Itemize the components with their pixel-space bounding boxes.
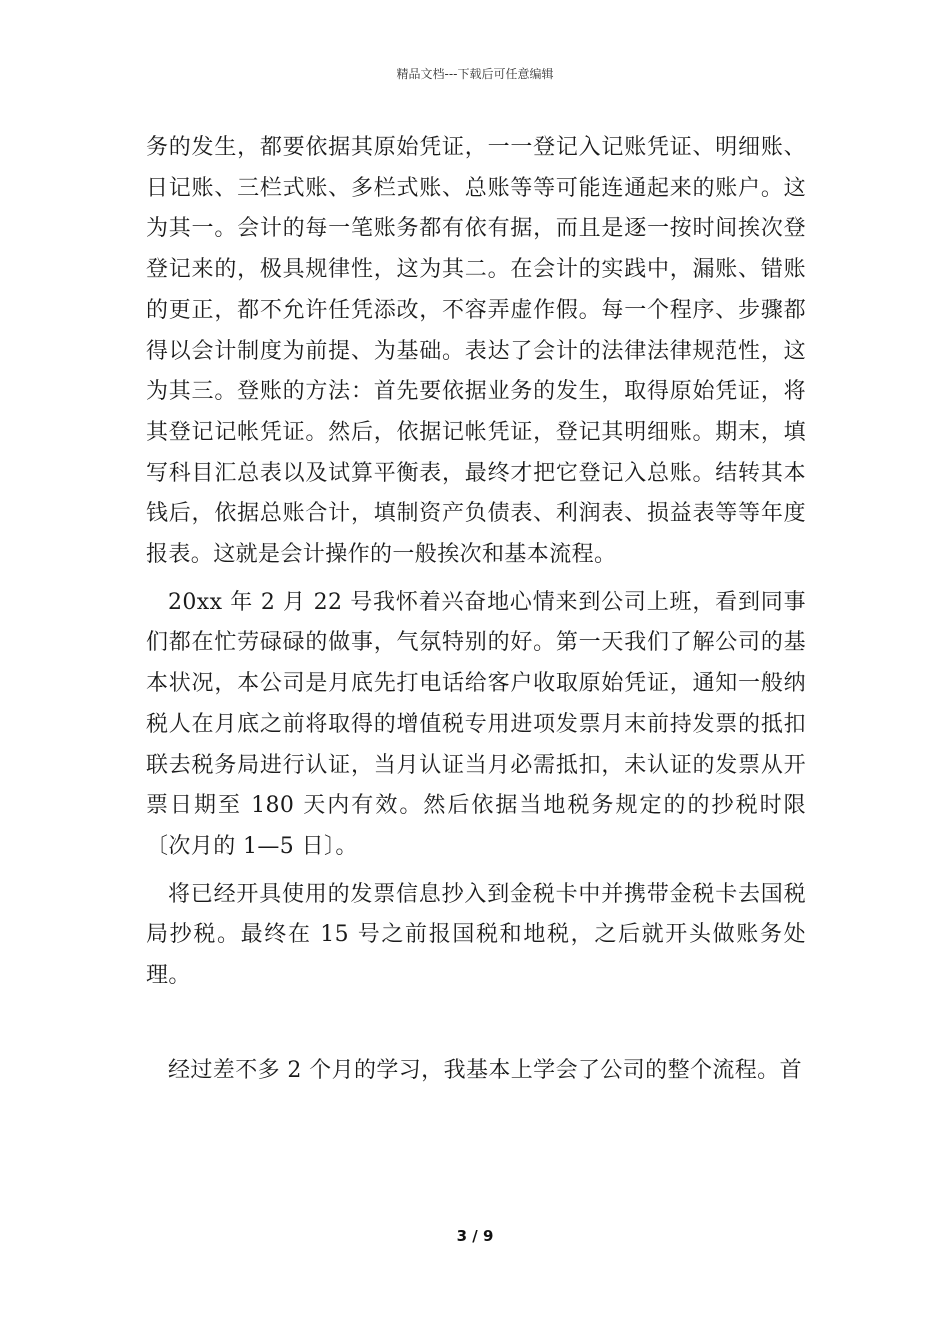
page-header: 精品文档---下载后可任意编辑 [396,67,554,81]
paragraph-3: 将已经开具使用的发票信息抄入到金税卡中并携带金税卡去国税局抄税。最终在 15 号之前报国税和地税，之后就开头做账务处理。 [146,881,806,989]
paragraph-4: 经过差不多 2 个月的学习，我基本上学会了公司的整个流程。首 [168,1057,802,1083]
paragraph-2: 20xx 年 2 月 22 号我怀着兴奋地心情来到公司上班，看到同事们都在忙劳碌碌的做事，气氛特别的好。第一天我们了解公司的基本状况，本公司是月底先打电话给客户收取原始凭证，通知一般纳税人在月底之前将取得的增值税专用进项发票月末前持发票的抵扣联去税务局进行认证，当月认证当月必需抵扣，未认证的发票从开票日期至 180 天内有效。然后依据当地税务规定的的抄税时限〔次月的 1—5 日〕。 [146,589,806,859]
paragraph-1: 务的发生，都要依据其原始凭证，一一登记入记账凭证、明细账、日记账、三栏式账、多栏式账、总账等等可能连通起来的账户。这为其一。会计的每一笔账务都有依有据，而且是逐一按时间挨次登登记来的，极具规律性，这为其二。在会计的实践中，漏账、错账的更正，都不允许任凭添改，不容弄虚作假。每一个程序、步骤都得以会计制度为前提、为基础。表达了会计的法律法律规范性，这为其三。登账的方法：首先要依据业务的发生，取得原始凭证，将其登记记帐凭证。然后，依据记帐凭证，登记其明细账。期末，填写科目汇总表以及试算平衡表，最终才把它登记入总账。结转其本钱后，依据总账合计，填制资产负债表、利润表、损益表等等年度报表。这就是会计操作的一般挨次和基本流程。 [146,135,806,568]
document-body [146,128,806,1091]
page-number: 3 / 9 [456,1227,494,1245]
